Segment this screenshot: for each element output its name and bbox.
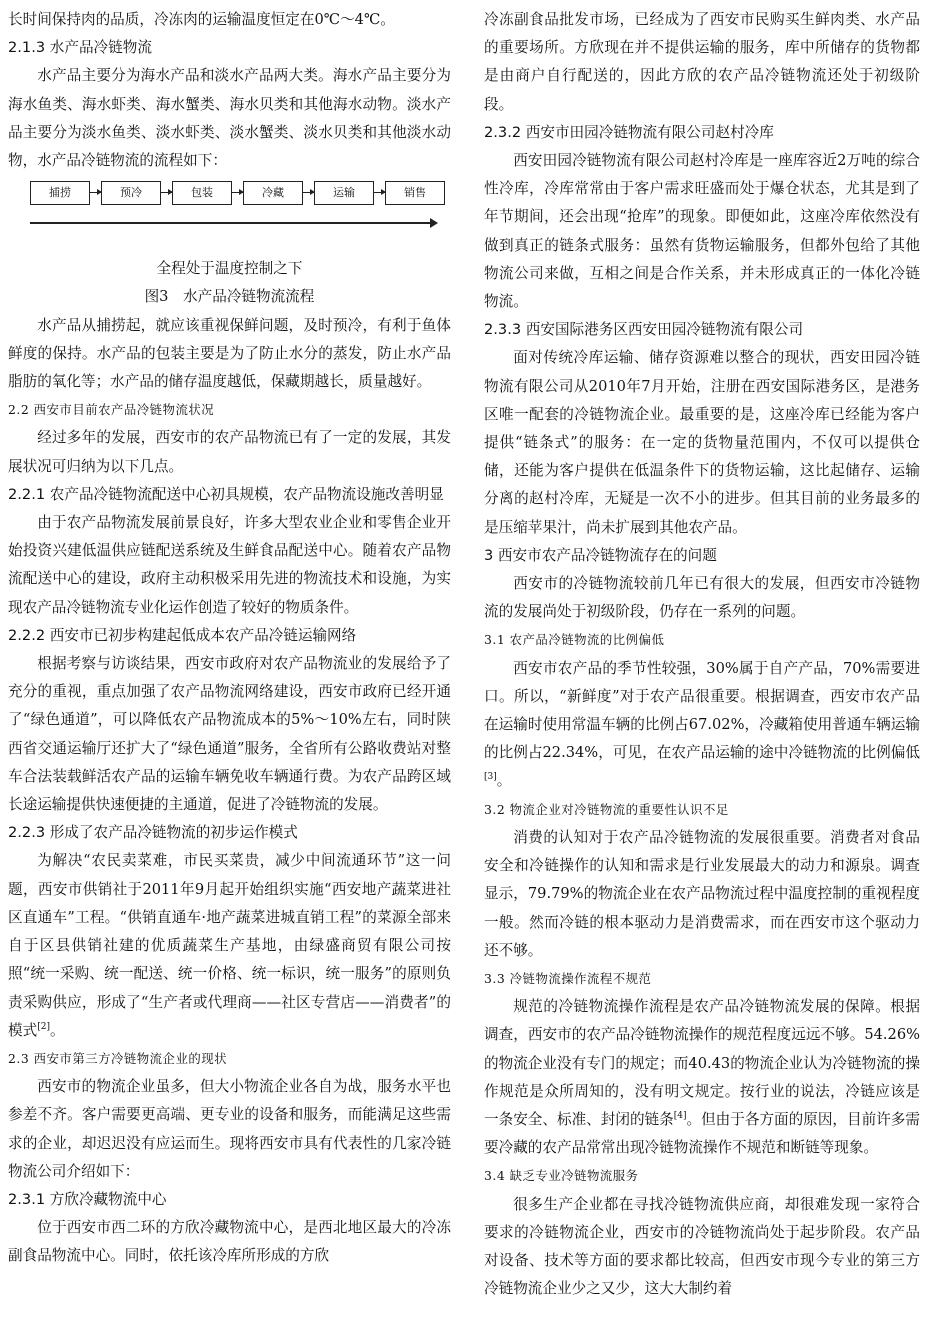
heading-3-3: 3.3 冷链物流操作流程不规范 (484, 970, 652, 986)
paragraph-end: 。但由于各方面的原因，目前许多需要冷藏的农产品常常出现冷链物流操作不规范和断链等现象。 (484, 1110, 920, 1157)
paragraph-development: 经过多年的发展，西安市的农产品物流已有了一定的发展，其发展状况可归纳为以下几点。 (8, 429, 451, 475)
paragraph-text: 为解决“农民卖菜难，市民买菜贵，减少中间流通环节”这一问题，西安市供销社于2011年9月起开始组织实施“西安地产蔬菜进社区直通车”工程。“供销直通车·地产蔬菜进城直销工程”的菜源全部来自于区县供销社建的优质蔬菜生产基地，由绿盛商贸有限公司按照“统一采购、统一配送、统一价格、统一标识，统一服务”的原则负责采购供应，形成了“生产者或代理商——社区专营店——消费者”的模式 (8, 852, 451, 1039)
citation: [3] (484, 772, 497, 783)
paragraph-zhaocun: 西安田园冷链物流有限公司赵村冷库是一座库容近2万吨的综合性冷库，冷库常常由于客户需求旺盛而处于爆仓状态，尤其是到了年节期间，还会出现“抢库”的现象。即便如此，这座冷库依然没有做到真正的链条式服务：虽然有货物运输服务，但都外包给了其他物流公司来做，互相之间是合作关系，并未形成真正的一体化冷链物流。 (484, 152, 920, 311)
heading-2-3-1: 2.3.1 方欣冷藏物流中心 (8, 1190, 167, 1208)
temperature-control-arrow (30, 222, 436, 224)
paragraph-text: 西安市农产品的季节性较强，30%属于自产产品，70%需要进口。所以，“新鲜度”对于农产品很重要。根据调查，西安市农产品在运输时使用常温车辆的比例占67.02%，冷藏箱使用普通车辆运输的比例占22.34%，可见，在农产品运输的途中冷链物流的比例偏低 (484, 659, 920, 762)
heading-2-2: 2.2 西安市目前农产品冷链物流状况 (8, 402, 215, 418)
paragraph-transport-network: 根据考察与访谈结果，西安市政府对农产品物流业的发展给予了充分的重视，重点加强了农产品物流网络建设，西安市政府已经开通了“绿色通道”，可以降低农产品物流成本的5%～10%左右，同时陕西省交通运输厅还扩大了“绿色通道”服务，全省所有公路收费站对整车合法装载鲜活农产品的运输车辆免收车辆通行费。为农产品跨区域长途运输提供快速便捷的主通道，促进了冷链物流的发展。 (8, 655, 451, 814)
heading-2-3-2: 2.3.2 西安市田园冷链物流有限公司赵村冷库 (484, 123, 774, 141)
heading-2-3: 2.3 西安市第三方冷链物流企业的现状 (8, 1050, 228, 1066)
paragraph-problems: 西安市的冷链物流较前几年已有很大的发展，但西安市冷链物流的发展尚处于初级阶段，仍存在一系列的问题。 (484, 575, 920, 621)
flow-arrow (303, 192, 314, 193)
heading-2-2-2: 2.2.2 西安市已初步构建起低成本农产品冷链运输网络 (8, 626, 357, 644)
heading-2-2-1: 2.2.1 农产品冷链物流配送中心初具规模，农产品物流设施改善明显 (8, 485, 444, 503)
flow-arrow (90, 192, 101, 193)
flow-arrow (161, 192, 172, 193)
citation: [2] (37, 1021, 50, 1032)
paragraph-end: 。 (496, 772, 512, 790)
flow-note: 全程处于温度控制之下 (156, 260, 303, 278)
flow-step-package: 包装 (172, 181, 232, 205)
flow-step-refrigerate: 冷藏 (243, 181, 303, 205)
paragraph-distribution-centers: 由于农产品物流发展前景良好，许多大型农业企业和零售企业开始投资兴建低温供应链配送系统及生鲜食品配送中心。随着农产品物流配送中心的建设，政府主动积极采用先进的物流技术和设施，为实现农产品冷链物流专业化运作创造了较好的物质条件。 (8, 514, 451, 616)
flow-step-precool: 预冷 (101, 181, 161, 205)
paragraph-preservation: 水产品从捕捞起，就应该重视保鲜问题，及时预冷，有利于鱼体鲜度的保持。水产品的包装主要是为了防止水分的蒸发，防止水产品脂肪的氧化等；水产品的储存温度越低，保藏期越长，质量越好。 (8, 316, 451, 391)
paragraph-awareness: 消费的认知对于农产品冷链物流的发展很重要。消费者对食品安全和冷链操作的认知和需求是行业发展最大的动力和源泉。调查显示，79.79%的物流企业在农产品物流过程中温度控制的重视程度一般。然而冷链的根本驱动力是消费需求，而在西安市这个驱动力还不够。 (484, 828, 920, 959)
heading-3-4: 3.4 缺乏专业冷链物流服务 (484, 1168, 639, 1184)
heading-2-3-3: 2.3.3 西安国际港务区西安田园冷链物流有限公司 (484, 321, 804, 339)
citation: [4] (673, 1111, 687, 1122)
flow-step-catch: 捕捞 (30, 181, 90, 205)
paragraph-text: 规范的冷链物流操作流程是农产品冷链物流发展的保障。根据调查，西安市的农产品冷链物流操作的规范程度远远不够。54.26%的物流企业没有专门的规定；而40.43的物流企业认为冷链物流的操作规范是众所周知的，没有明文规定。按行业的说法，冷链应该是一条安全、标准、封闭的链条 (484, 998, 920, 1128)
paragraph-continued: 冷冻副食品批发市场，已经成为了西安市民购买生鲜肉类、水产品的重要场所。方欣现在并不提供运输的服务，库中所储存的货物都是由商户自行配送的，因此方欣的农产品冷链物流还处于初级阶段。 (484, 11, 920, 113)
paragraph-aquatic-products: 水产品主要分为海水产品和淡水产品两大类。海水产品主要分为海水鱼类、海水虾类、海水蟹类、海水贝类和其他海水动物。淡水产品主要分为淡水鱼类、淡水虾类、淡水蟹类、淡水贝类和其他淡水动物，水产品冷链物流的流程如下： (8, 67, 451, 170)
paragraph-low-ratio (484, 655, 920, 796)
paragraph-continued: 长时间保持肉的品质，冷冻肉的运输温度恒定在0℃～4℃。 (8, 11, 395, 28)
paragraph-fangxin: 位于西安市西二环的方欣冷藏物流中心，是西北地区最大的冷冻副食品物流中心。同时，依托该冷库所形成的方欣 (8, 1219, 451, 1265)
paragraph-port-district: 面对传统冷库运输、储存资源难以整合的现状，西安田园冷链物流有限公司从2010年7月开始，注册在西安国际港务区，是港务区唯一配套的冷链物流企业。最重要的是，这座冷库已经能为客户提供“链条式”的服务：在一定的货物量范围内，不仅可以提供仓储，还能为客户提供在低温条件下的货物运输，这比起储存、运输分离的赵村冷库，无疑是一次不小的进步。但其目前的业务最多的是压缩苹果汁，尚未扩展到其他农产品。 (484, 349, 920, 536)
paragraph-services: 很多生产企业都在寻找冷链物流供应商，却很难发现一家符合要求的冷链物流企业，西安市的冷链物流尚处于起步阶段。农产品对设备、技术等方面的要求都比较高，但西安市现今专业的第三方冷链物流企业少之又少，这大大制约着 (484, 1195, 920, 1298)
left-column (8, 6, 451, 1271)
flow-arrow (232, 192, 243, 193)
flow-arrow (374, 192, 385, 193)
paragraph-operation-model (8, 847, 451, 1044)
paragraph-end: 。 (49, 1021, 65, 1039)
flow-step-sales: 销售 (385, 181, 445, 205)
figure-caption: 图3 水产品冷链物流流程 (144, 288, 315, 306)
heading-3-2: 3.2 物流企业对冷链物流的重要性认识不足 (484, 801, 729, 817)
heading-2-1-3: 2.1.3 水产品冷链物流 (8, 39, 152, 57)
right-column (484, 6, 920, 1303)
flow-diagram (8, 175, 451, 255)
paragraph-process (484, 993, 920, 1162)
heading-3-1: 3.1 农产品冷链物流的比例偏低 (484, 632, 665, 648)
heading-2-2-3: 2.2.3 形成了农产品冷链物流的初步运作模式 (8, 824, 298, 842)
heading-3: 3 西安市农产品冷链物流存在的问题 (484, 546, 717, 564)
flow-step-transport: 运输 (314, 181, 374, 205)
paragraph-third-party: 西安市的物流企业虽多，但大小物流企业各自为战，服务水平也参差不齐。客户需要更高端、更专业的设备和服务，而能满足这些需求的企业，却迟迟没有应运而生。现将西安市具有代表性的几家冷链物流公司介绍如下： (8, 1078, 451, 1180)
